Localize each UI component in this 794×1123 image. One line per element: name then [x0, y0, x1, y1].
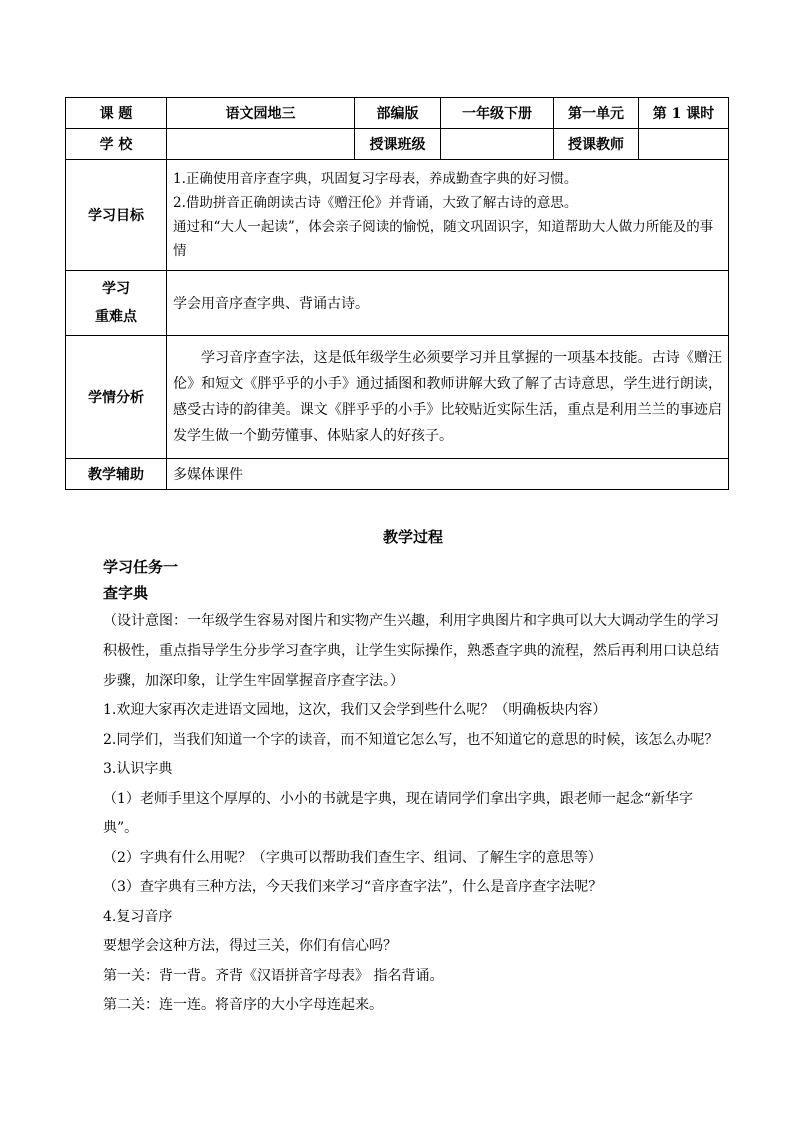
- key-points-label-line1: 学习: [102, 281, 130, 297]
- row-analysis: [66, 336, 729, 459]
- process-line: 4.复习音序: [103, 908, 173, 925]
- design-intent: （设计意图：一年级学生容易对图片和实物产生兴趣，利用字典图片和字典可以大大调动学生的学习积极性，重点指导学生分步学习查字典，让学生实际操作，熟悉查字典的流程，然后再利用口诀总结步骤，加深印象，让学生牢固掌握音序查字法。）: [103, 613, 719, 689]
- teaching-process: [103, 528, 723, 1021]
- unit: 第一单元: [554, 98, 639, 129]
- aids-text: 多媒体课件: [167, 459, 729, 490]
- lesson-info-table: [65, 97, 729, 490]
- subtask-heading: 查字典: [103, 584, 149, 602]
- process-line: （3）查字典有三种方法，今天我们来学习“音序查字法”，什么是音序查字法呢？: [103, 879, 603, 895]
- lesson-number: 第 1 课时: [639, 98, 729, 129]
- objective-item: 通过和“大人一起读”，体会亲子阅读的愉悦，随文巩固识字，知道帮助大人做力所能及的事情: [173, 219, 714, 259]
- class-value: [441, 129, 554, 160]
- teacher-value: [639, 129, 729, 160]
- task-heading: 学习任务一: [103, 558, 179, 576]
- process-line: 1.欢迎大家再次走进语文园地，这次，我们又会学到些什么呢？（明确板块内容）: [103, 702, 607, 718]
- key-points-label: [66, 271, 167, 336]
- topic-label: 课 题: [66, 98, 167, 129]
- objective-item: 2.借助拼音正确朗读古诗《赠汪伦》并背诵，大致了解古诗的意思。: [173, 195, 578, 211]
- process-line: （2）字典有什么用呢？（字典可以帮助我们查生字、组词、了解生字的意思等）: [103, 849, 602, 866]
- analysis-label: 学情分析: [66, 336, 167, 459]
- process-line: 3.认识字典: [103, 761, 173, 777]
- process-line: 2.同学们，当我们知道一个字的读音，而不知道它怎么写，也不知道它的意思的时候，该怎么办呢？: [103, 731, 719, 748]
- row-aids: [66, 459, 729, 490]
- school-value: [167, 129, 355, 160]
- objectives-content: [167, 160, 729, 271]
- row-topic: [66, 98, 729, 129]
- row-school: [66, 129, 729, 160]
- row-key-points: [66, 271, 729, 336]
- key-points-text: 学会用音序查字典、背诵古诗。: [167, 271, 729, 336]
- objectives-label: 学习目标: [66, 160, 167, 271]
- process-line: 第二关：连一连。将音序的大小字母连起来。: [103, 997, 383, 1013]
- process-line: （1）老师手里这个厚厚的、小小的书就是字典，现在请同学们拿出字典，跟老师一起念“新华字典”。: [103, 790, 694, 836]
- teacher-label: 授课教师: [554, 129, 639, 160]
- aids-label: 教学辅助: [66, 459, 167, 490]
- process-line: 要想学会这种方法，得过三关，你们有信心吗？: [103, 938, 397, 954]
- row-objectives: [66, 160, 729, 271]
- school-label: 学 校: [66, 129, 167, 160]
- key-points-label-line2: 重难点: [95, 309, 137, 325]
- objective-item: 1.正确使用音序查字典，巩固复习字母表，养成勤查字典的好习惯。: [173, 171, 578, 187]
- edition: 部编版: [355, 98, 441, 129]
- process-line: 第一关：背一背。齐背《汉语拼音字母表》 指名背诵。: [103, 967, 444, 984]
- process-title: 教学过程: [382, 528, 443, 546]
- grade: 一年级下册: [441, 98, 554, 129]
- class-label: 授课班级: [355, 129, 441, 160]
- topic-title: 语文园地三: [167, 98, 355, 129]
- analysis-content: [167, 336, 729, 459]
- analysis-text: 学习音序查字法，这是低年级学生必须要学习并且掌握的一项基本技能。古诗《赠汪伦》和短文《胖乎乎的小手》通过插图和教师讲解大致了解了古诗意思，学生进行朗读，感受古诗的韵律美。课文《胖乎乎的小手》比较贴近实际生活，重点是利用兰兰的事迹启发学生做一个勤劳懂事、体贴家人的好孩子。: [173, 350, 722, 444]
